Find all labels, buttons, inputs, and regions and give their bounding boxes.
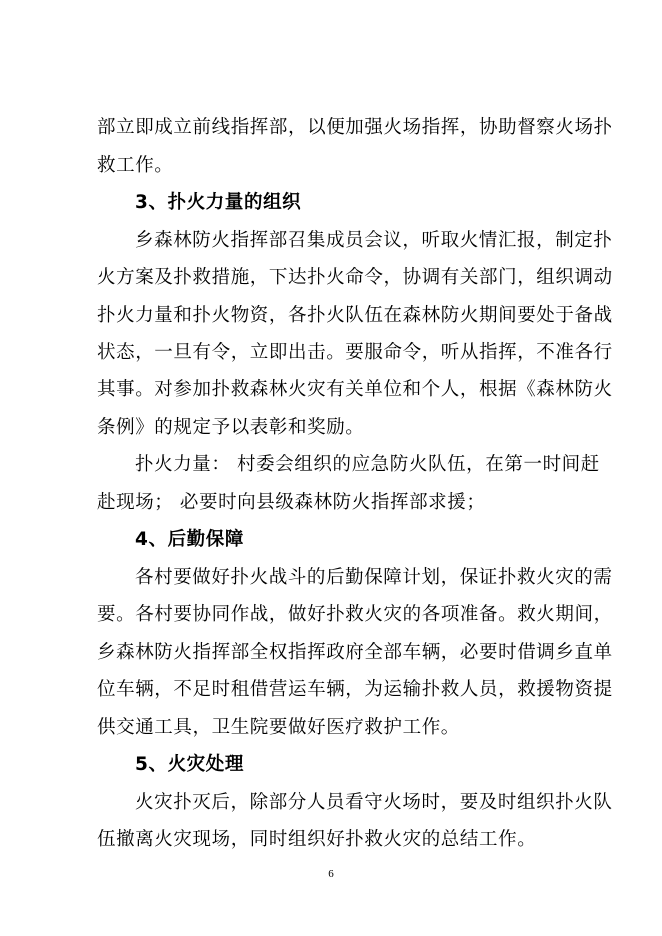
section-heading-5: 5、火灾处理: [135, 754, 244, 775]
paragraph-4-line-1: 扑火力量： 村委会组织的应急防火队伍，在第一时间赶: [135, 454, 600, 475]
paragraph-6-line-2: 要。各村要协同作战，做好扑救火灾的各项准备。救火期间，: [97, 604, 613, 625]
paragraph-8-line-1: 火灾扑灭后，除部分人员看守火场时，要及时组织扑火队: [135, 792, 613, 813]
section-heading-4: 4、后勤保障: [135, 529, 244, 550]
paragraph-3-line-4: 状态，一旦有令，立即出击。要服命令，听从指挥，不准各行: [97, 342, 613, 363]
paragraph-6-line-5: 供交通工具，卫生院要做好医疗救护工作。: [97, 717, 460, 738]
paragraph-6-line-4: 位车辆，不足时租借营运车辆，为运输扑救人员，救援物资提: [97, 679, 613, 700]
page-number: 6: [328, 868, 334, 880]
paragraph-3-line-1: 乡森林防火指挥部召集成员会议，听取火情汇报，制定扑: [135, 230, 613, 251]
paragraph-1-line-1: 部立即成立前线指挥部，以便加强火场指挥，协助督察火场扑: [97, 117, 613, 138]
paragraph-3-line-5: 其事。对参加扑救森林火灾有关单位和个人，根据《森林防火: [97, 379, 613, 400]
paragraph-4-line-2: 赴现场； 必要时向县级森林防火指挥部求援；: [97, 492, 486, 513]
paragraph-3-line-6: 条例》的规定予以表彰和奖励。: [97, 417, 365, 438]
paragraph-1-line-2: 救工作。: [97, 155, 174, 176]
section-heading-3: 3、扑火力量的组织: [135, 192, 302, 213]
paragraph-6-line-3: 乡森林防火指挥部全权指挥政府全部车辆，必要时借调乡直单: [97, 642, 613, 663]
paragraph-8-line-2: 伍撤离火灾现场，同时组织好扑救火灾的总结工作。: [97, 829, 537, 850]
paragraph-3-line-2: 火方案及扑救措施，下达扑火命令，协调有关部门，组织调动: [97, 267, 613, 288]
paragraph-3-line-3: 扑火力量和扑火物资，各扑火队伍在森林防火期间要处于备战: [97, 305, 613, 326]
paragraph-6-line-1: 各村要做好扑火战斗的后勤保障计划，保证扑救火灾的需: [135, 567, 613, 588]
